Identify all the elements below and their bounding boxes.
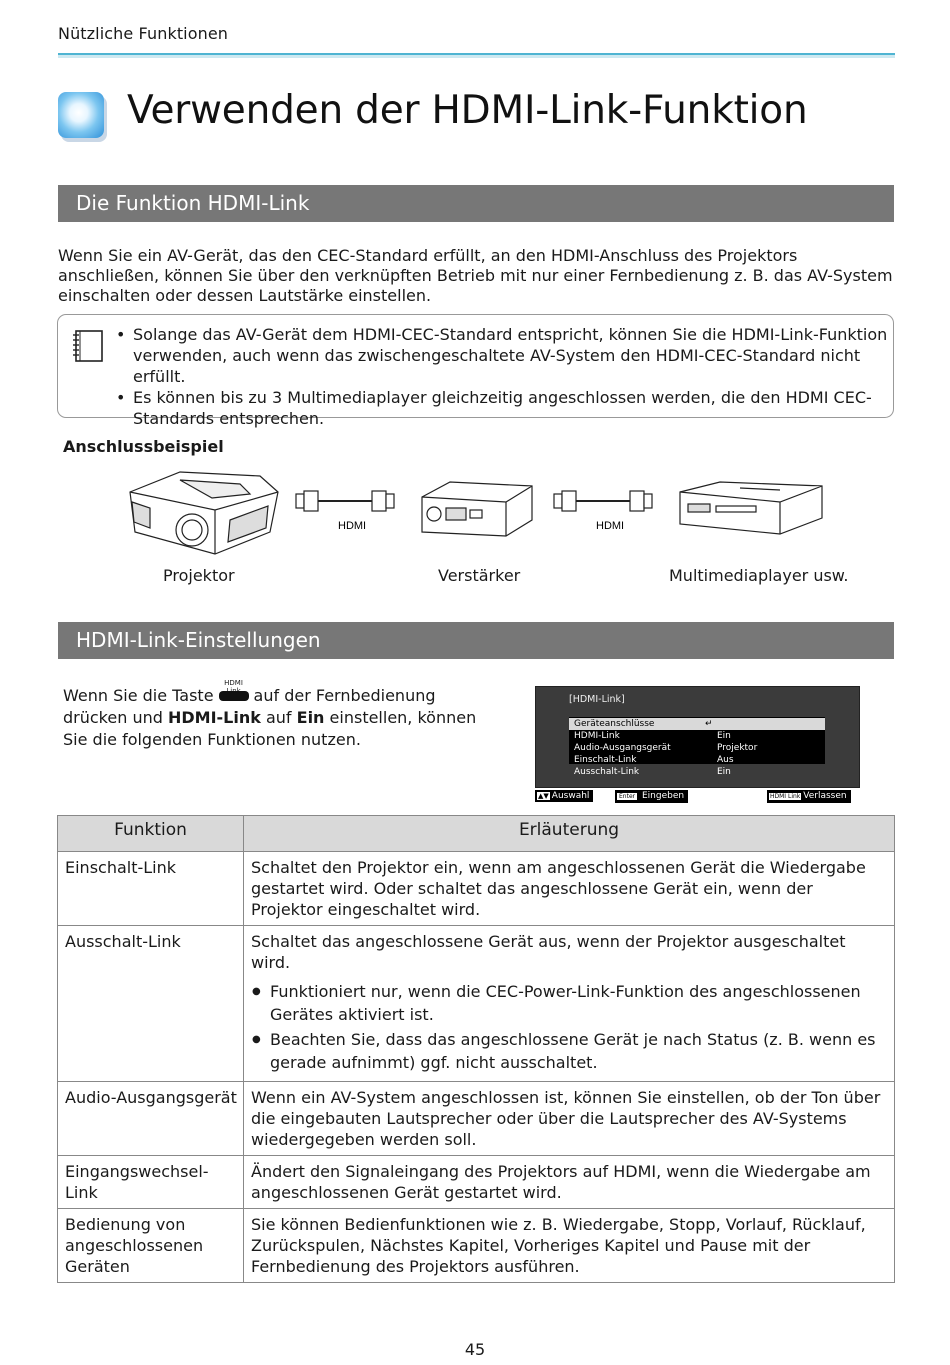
note-list bbox=[114, 324, 889, 429]
bold-text: Ein bbox=[296, 708, 325, 727]
table-header-row bbox=[58, 816, 895, 852]
text: einstellen, können Sie die folgenden Funktionen nutzen. bbox=[63, 708, 477, 749]
function-description: Sie können Bedienfunktionen wie z. B. Wiedergabe, Stopp, Vorlauf, Rücklauf, Zurückspulen, Nächstes Kapitel, Vorheriges Kapitel und Pause mit der Fernbedienung des Projektors ausführen. bbox=[244, 1209, 895, 1283]
caption-media-player: Multimediaplayer usw. bbox=[669, 566, 849, 585]
exit-hint: HDMI Link Verlassen bbox=[767, 790, 851, 803]
column-header: Funktion bbox=[58, 816, 244, 852]
media-player-illustration bbox=[680, 482, 822, 534]
hdmi-label: HDMI bbox=[338, 520, 367, 532]
table-row bbox=[58, 926, 895, 1082]
menu-row[interactable]: Ausschalt-Link Ein bbox=[574, 767, 731, 777]
bullet-item: ● Beachten Sie, dass das angeschlossene Gerät je nach Status (z. B. wenn es gerade aufnimmt) ggf. nicht ausschaltet. bbox=[251, 1028, 888, 1074]
table-row bbox=[58, 1156, 895, 1209]
text: auf bbox=[265, 708, 292, 727]
note-item: • Solange das AV-Gerät dem HDMI-CEC-Standard entspricht, können Sie die HDMI-Link-Funktion verwenden, auch wenn das zwischengeschaltete AV-System den HDMI-CEC-Standard nicht erfüllt. bbox=[114, 324, 889, 387]
amplifier-illustration bbox=[422, 482, 532, 536]
note-item: • Es können bis zu 3 Multimediaplayer gleichzeitig angeschlossen werden, die den HDMI CEC-Standards entsprechen. bbox=[114, 387, 889, 429]
menu-row[interactable]: Audio-Ausgangsgerät Projektor bbox=[574, 743, 758, 753]
page-number: 45 bbox=[464, 1340, 486, 1359]
enter-key-icon: Enter bbox=[619, 793, 636, 800]
function-name: Audio-Ausgangsgerät bbox=[58, 1082, 244, 1156]
running-head: Nützliche Funktionen bbox=[58, 24, 229, 43]
settings-paragraph bbox=[63, 679, 503, 751]
connection-diagram bbox=[120, 462, 840, 567]
hdmi-link-key-icon: HDMI Link bbox=[770, 793, 801, 800]
menu-title: [HDMI-Link] bbox=[569, 694, 625, 705]
example-heading: Anschlussbeispiel bbox=[63, 437, 224, 456]
table-row bbox=[58, 1082, 895, 1156]
menu-footer bbox=[535, 790, 860, 802]
menu-row[interactable]: HDMI-Link Ein bbox=[574, 731, 731, 741]
menu-row[interactable]: Einschalt-Link Aus bbox=[574, 755, 734, 765]
bullet-item: ● Funktioniert nur, wenn die CEC-Power-Link-Funktion des angeschlossenen Gerätes aktiviert ist. bbox=[251, 980, 888, 1026]
menu-list bbox=[569, 717, 825, 777]
arrow-keys-icon: ▲▼ bbox=[538, 792, 549, 800]
menu-row[interactable]: Geräteanschlüsse ↵ bbox=[569, 718, 825, 730]
caption-amplifier: Verstärker bbox=[438, 566, 521, 585]
section-heading-settings: HDMI-Link-Einstellungen bbox=[58, 622, 894, 659]
intro-paragraph: Wenn Sie ein AV-Gerät, das den CEC-Standard erfüllt, an den HDMI-Anschluss des Projektors anschließen, können Sie über den verknüpften Betrieb mit nur einer Fernbedienung z. B. das AV-System einschalten oder dessen Lautstärke einstellen. bbox=[58, 246, 893, 305]
function-name: Ausschalt-Link bbox=[58, 926, 244, 1082]
table-row bbox=[58, 1209, 895, 1283]
function-description: Schaltet das angeschlossene Gerät aus, wenn der Projektor ausgeschaltet wird. ● Funktioniert nur, wenn die CEC-Power-Link-Funktion des angeschlossenen Gerätes aktiviert ist. ● Beachten Sie, dass das angeschlossene Gerät je nach Status (z. B. wenn es gerade aufnimmt) ggf. nicht ausschaltet. bbox=[244, 926, 895, 1082]
hdmi-link-button-icon: HDMI bbox=[218, 689, 250, 703]
hdmi-cable-icon bbox=[554, 491, 652, 511]
page-title: Verwenden der HDMI-Link-Funktion bbox=[127, 88, 808, 133]
function-description: Wenn ein AV-System angeschlossen ist, können Sie einstellen, ob der Ton über die eingebauten Lautsprecher oder über die Lautsprecher des AV-Systems wiedergegeben werden soll. bbox=[244, 1082, 895, 1156]
function-name: Bedienung von angeschlossenen Geräten bbox=[58, 1209, 244, 1283]
projector-illustration bbox=[130, 472, 278, 554]
function-description: Schaltet den Projektor ein, wenn am angeschlossenen Gerät die Wiedergabe gestartet wird. Oder schaltet das angeschlossene Gerät ein, wenn der Projektor eingeschaltet wird. bbox=[244, 852, 895, 926]
notebook-icon bbox=[70, 329, 104, 363]
function-description: Ändert den Signaleingang des Projektors auf HDMI, wenn die Wiedergabe am angeschlossenen Gerät gestartet wird. bbox=[244, 1156, 895, 1209]
bold-text: HDMI-Link bbox=[167, 708, 261, 727]
table-row bbox=[58, 852, 895, 926]
function-name: Einschalt-Link bbox=[58, 852, 244, 926]
text: Wenn Sie die Taste bbox=[63, 686, 214, 705]
hdmi-label: HDMI bbox=[596, 520, 625, 532]
hdmi-cable-icon bbox=[296, 491, 394, 511]
bullet-list bbox=[251, 980, 888, 1074]
header-rule bbox=[58, 53, 895, 58]
enter-hint: Enter Eingeben bbox=[615, 790, 688, 803]
section-heading-function: Die Funktion HDMI-Link bbox=[58, 185, 894, 222]
function-name: Eingangswechsel-Link bbox=[58, 1156, 244, 1209]
hdmi-link-menu-screenshot bbox=[535, 686, 860, 788]
nav-hint: ▲▼ Auswahl bbox=[535, 790, 593, 802]
column-header: Erläuterung bbox=[244, 816, 895, 852]
caption-projector: Projektor bbox=[163, 566, 235, 585]
chapter-icon bbox=[58, 92, 104, 138]
functions-table bbox=[57, 815, 895, 1283]
text: auf der Fernbedienung drücken und bbox=[63, 686, 436, 727]
